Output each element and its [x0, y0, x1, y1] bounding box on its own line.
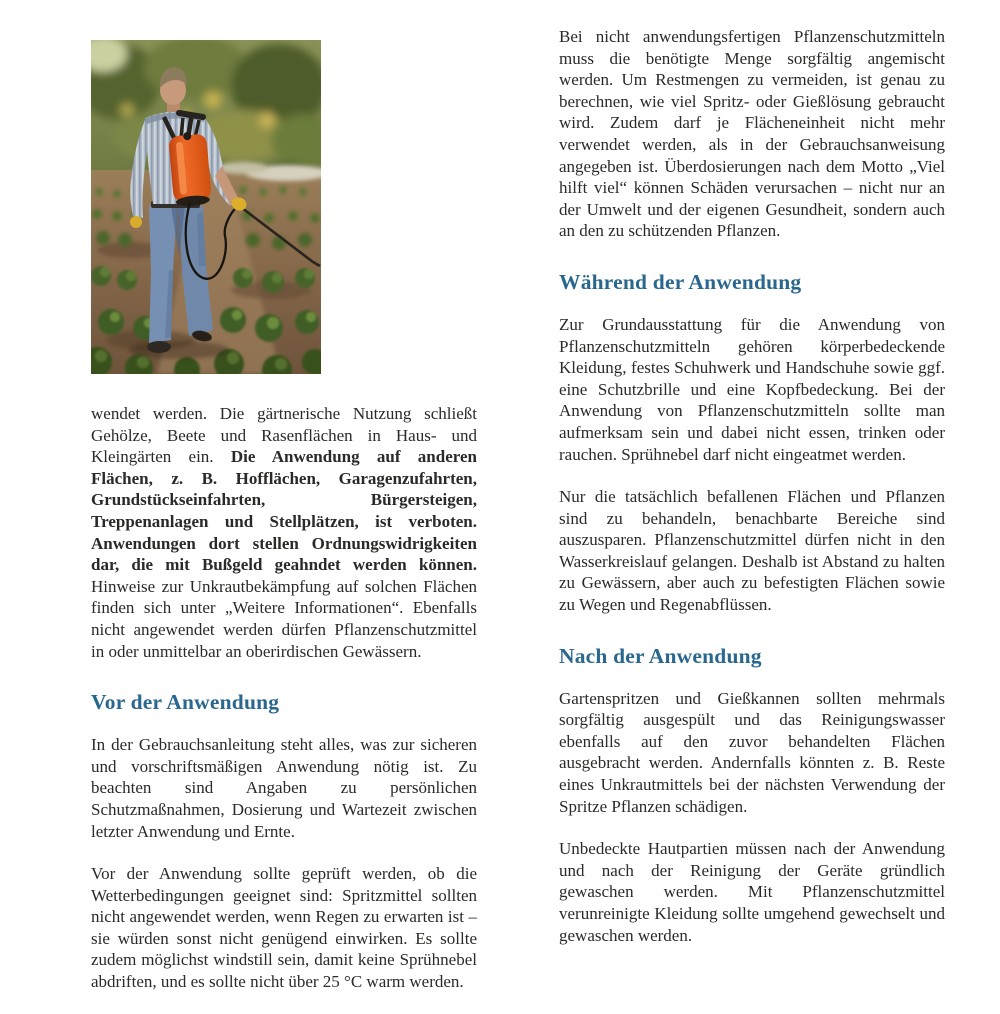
- photo-shoe-left: [147, 341, 171, 353]
- body-paragraph: Nur die tatsächlich befallenen Flächen und Pflanzen sind zu behandeln, benachbarte Bereiche sind auszusparen. Pflanzenschutzmittel dürfen nicht in den Wasserkreislauf gelangen. Deshalb ist Abstand zu halten zu Gewässern, aber auch zu befestigten Flächen sowie zu Wegen und Regenabflüssen.: [559, 487, 945, 615]
- body-paragraph: Bei nicht anwendungsfertigen Pflanzenschutzmitteln muss die benötigte Menge sorgfältig angemischt werden. Um Restmengen zu vermeiden, ist genau zu berechnen, wie viel Spritz- oder Gießlösung gebraucht wird. Zudem darf je Flächeneinheit nicht mehr verwendet werden, als in der Gebrauchsanweisung angegeben ist. Überdosierungen nach dem Motto „Viel hilft viel“ können Schäden verursachen – nicht nur an der Umwelt und der eigenen Gesundheit, sondern auch an den zu schützenden Pflanzen.: [559, 27, 945, 241]
- photo-sprayer-tank: [168, 130, 212, 207]
- body-paragraph: Vor der Anwendung sollte geprüft werden, ob die Wetterbedingungen geeignet sind: Spritzmittel sollten nicht angewendet werden, wenn Regen zu erwarten ist – sie würden sonst nicht genügend einwirken. Es sollte zudem möglichst windstill sein, damit keine Sprühnebel abdriften, und es sollte nicht über 25 °C warm werden.: [91, 864, 477, 992]
- section-heading-waehrend-der-anwendung: Während der Anwendung: [559, 269, 802, 294]
- paragraph-text: wendet werden. Die gärtnerische Nutzung schließt Gehölze, Beete und Rasenflächen in Haus- und Kleingärten ein.: [91, 404, 477, 467]
- section-heading-vor-der-anwendung: Vor der Anwendung: [91, 690, 280, 715]
- body-paragraph: Gartenspritzen und Gießkannen sollten mehrmals sorgfältig ausgespült und das Reinigungswasser ebenfalls auf den zuvor behandelten Flächen ausgebracht werden. Andernfalls könnten z. B. Reste eines Unkrautmittels bei der nächsten Verwendung der Spritze Pflanzen schädigen.: [559, 688, 945, 816]
- garden-sprayer-photo: [91, 40, 321, 374]
- intro-continuation-paragraph: [91, 403, 477, 662]
- garden-photo-illustration: [91, 40, 321, 374]
- right-column: [559, 26, 945, 967]
- paragraph-text-bold: Die Anwendung auf anderen Flächen, z. B. Hofflächen, Garagenzufahrten, Grundstückseinfahrten, Bürgersteigen, Treppenanlagen und Stellplätzen, ist verboten. Anwendungen dort stellen Ordnungswidrigkeiten dar, die mit Bußgeld geahndet werden können.: [91, 447, 477, 575]
- left-column: [91, 40, 477, 1014]
- body-paragraph: Zur Grundausstattung für die Anwendung von Pflanzenschutzmitteln gehören körperbedeckende Kleidung, festes Schuhwerk und Handschuhe sowie ggf. eine Schutzbrille und eine Kopfbedeckung. Bei der Anwendung von Pflanzenschutzmitteln sollte man aufmerksam sein und dabei nicht essen, trinken oder rauchen. Sprühnebel darf nicht eingeatmet werden.: [559, 314, 945, 464]
- photo-glove-left: [130, 216, 142, 228]
- body-paragraph: Unbedeckte Hautpartien müssen nach der Anwendung und nach der Reinigung der Geräte gründlich gewaschen werden. Mit Pflanzenschutzmittel verunreinigte Kleidung sollte umgehend gewechselt und gewaschen werden.: [559, 839, 945, 945]
- photo-man-shadow: [129, 341, 229, 359]
- section-heading-nach-der-anwendung: Nach der Anwendung: [559, 643, 762, 668]
- body-paragraph: In der Gebrauchsanleitung steht alles, was zur sicheren und vorschriftsmäßigen Anwendung nötig ist. Zu beachten sind Angaben zu persönlichen Schutzmaßnahmen, Dosierung und Wartezeit zwischen letzter Anwendung und Ernte.: [91, 735, 477, 841]
- paragraph-text: Hinweise zur Unkrautbekämpfung auf solchen Flächen finden sich unter „Weitere Informationen“. Ebenfalls nicht angewendet werden dürfen Pflanzenschutzmittel in oder unmittelbar an oberirdischen Gewässern.: [91, 576, 477, 661]
